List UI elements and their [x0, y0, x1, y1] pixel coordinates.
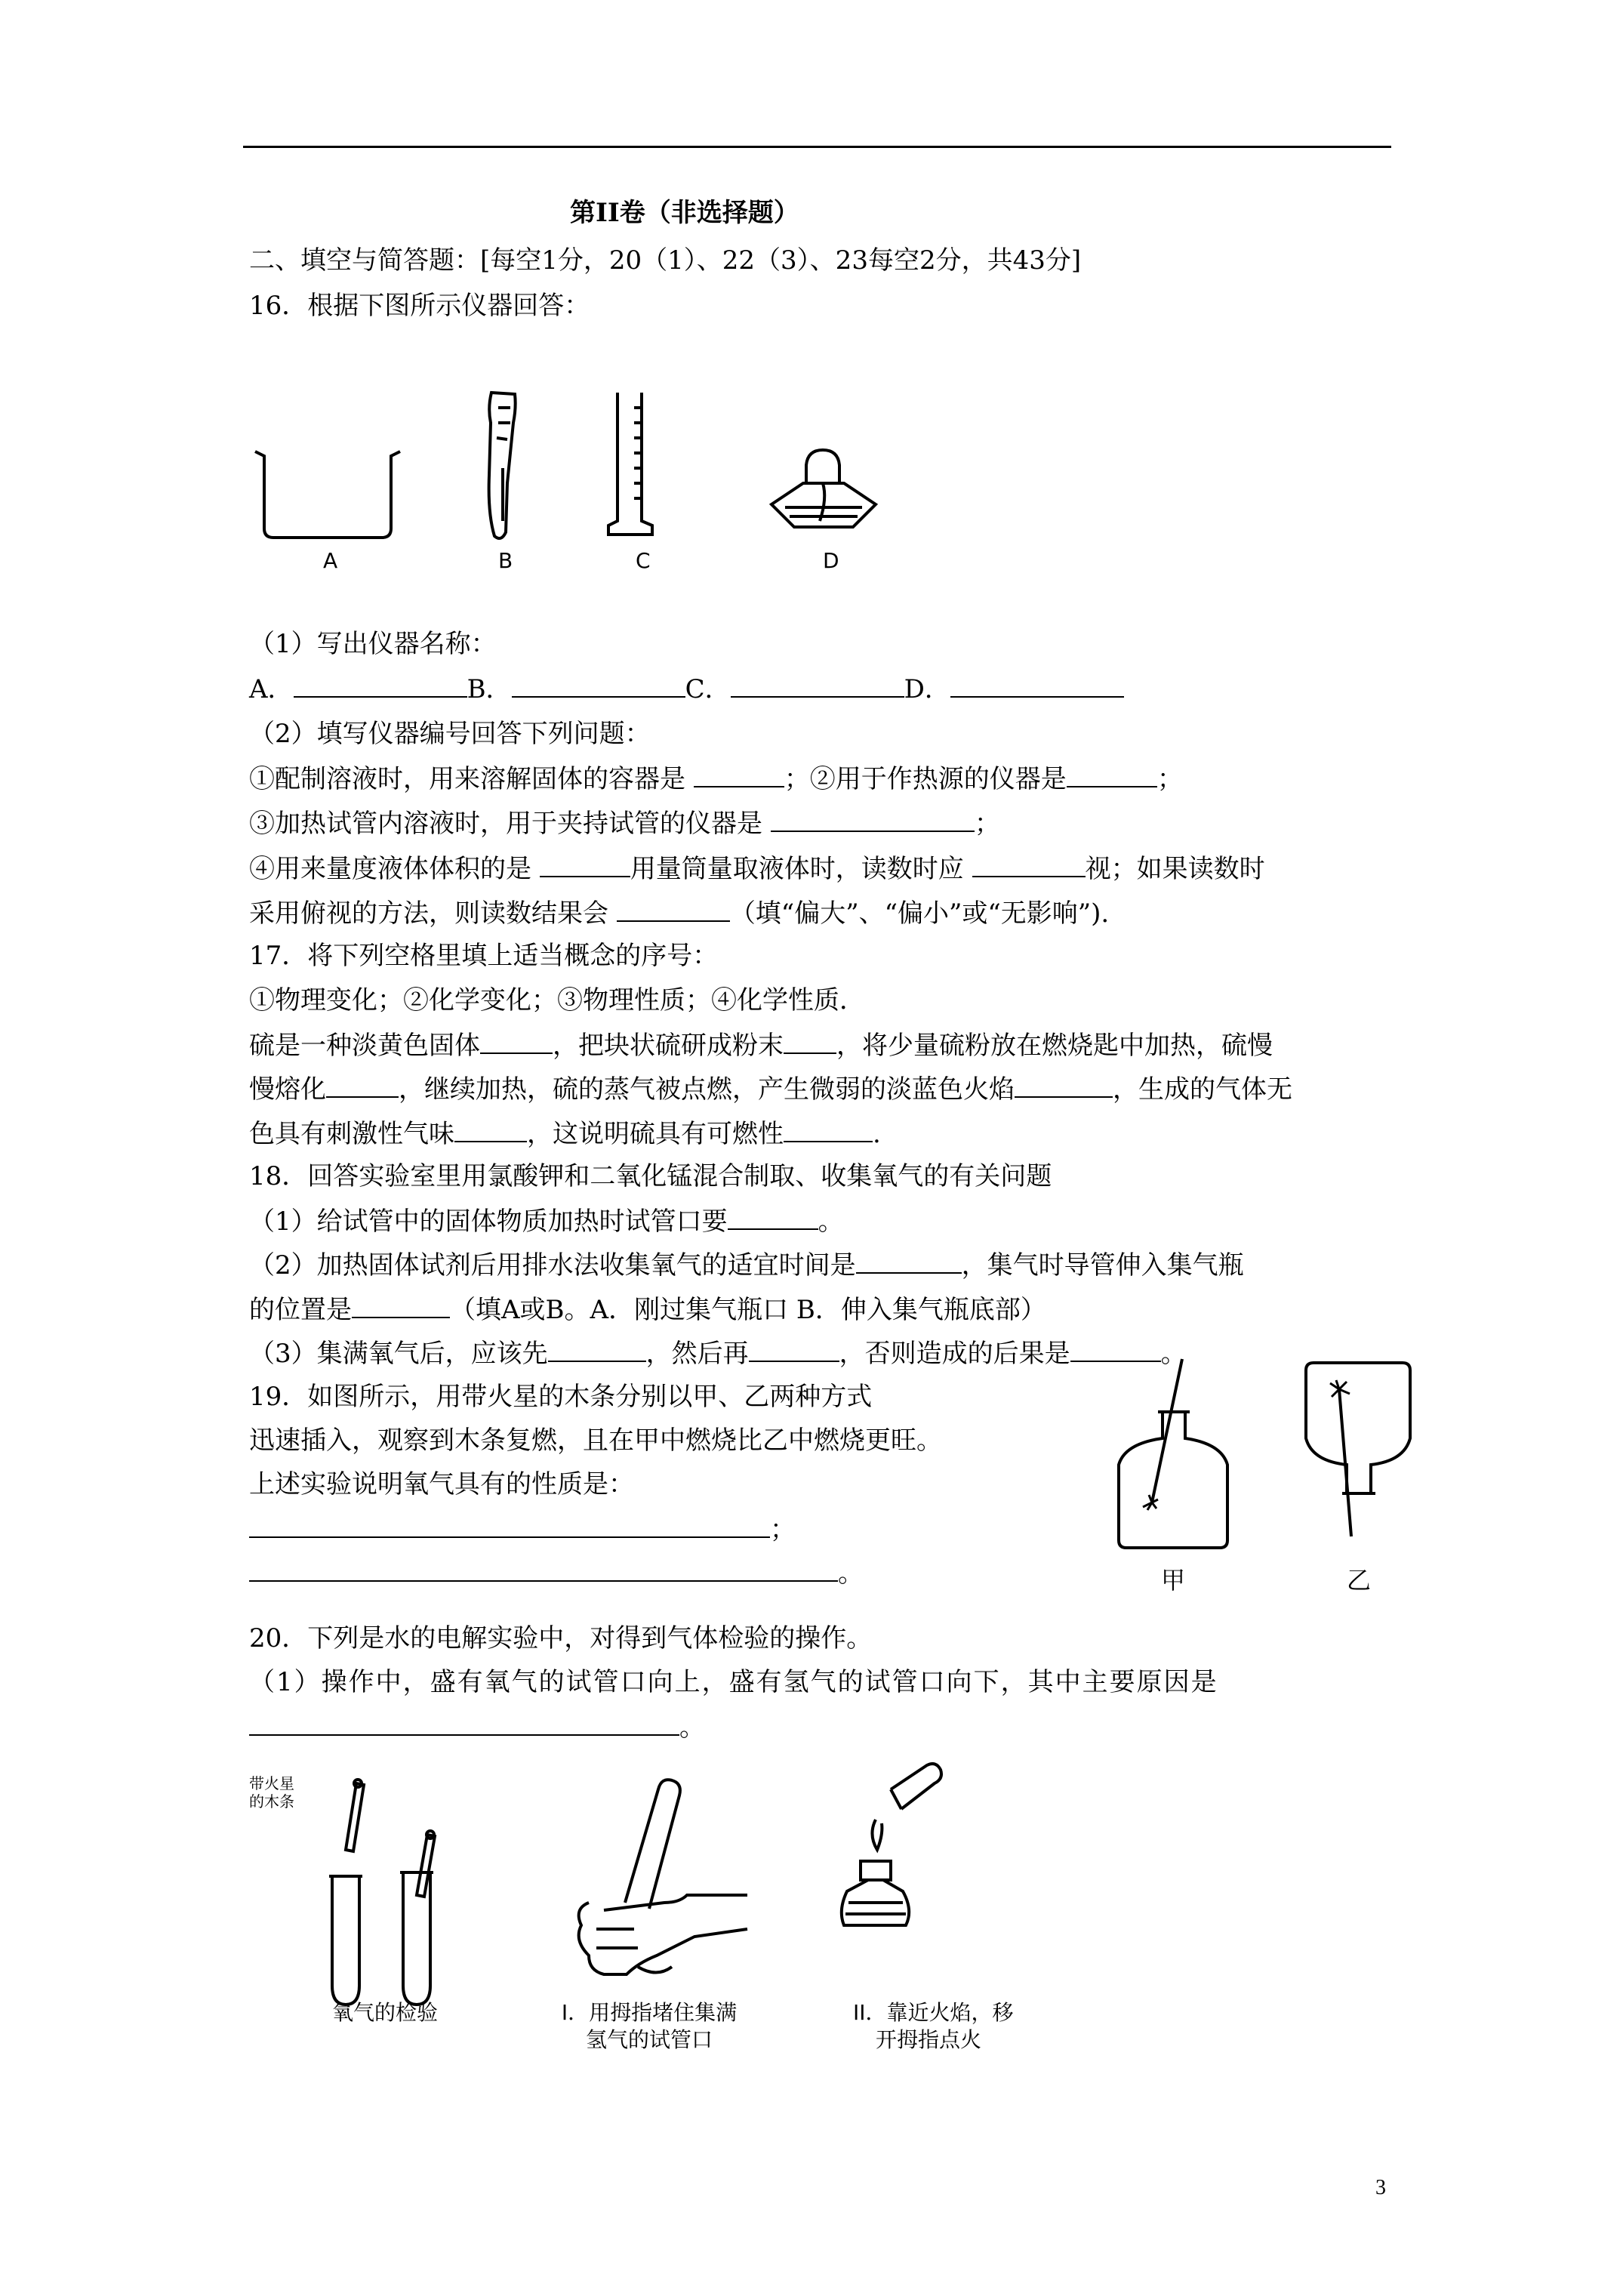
q16-d-label: D．	[904, 674, 950, 704]
q16-a-label: A．	[249, 674, 294, 704]
label-c: C	[636, 548, 651, 573]
q19-l1: 19．如图所示，用带火星的木条分别以甲、乙两种方式	[249, 1382, 873, 1412]
label-b: B	[498, 548, 513, 573]
q18-s1b: 。	[818, 1207, 844, 1237]
q18-s1a: （1）给试管中的固体物质加热时试管口要	[249, 1207, 728, 1237]
q17-p3c: .	[873, 1119, 881, 1149]
label-a: A	[323, 548, 338, 573]
q18-title: 18．回答实验室里用氯酸钾和二氧化锰混合制取、收集氧气的有关问题	[249, 1161, 1052, 1191]
q17-p1b: ，把块状硫研成粉末	[553, 1031, 784, 1061]
q18-s2a: （2）加热固体试剂后用排水法收集氧气的适宜时间是	[249, 1250, 856, 1281]
page-number: 3	[1375, 2176, 1386, 2199]
q17-p1a: 硫是一种淡黄色固体	[249, 1031, 480, 1061]
tube-flame-lamp-icon	[842, 1764, 941, 1925]
oxygen-test-tubes-icon	[329, 1780, 435, 2005]
q16-l4a: 采用俯视的方法，则读数结果会	[249, 898, 608, 929]
label-jia: 甲	[1160, 1566, 1185, 1595]
section-header: 二、填空与简答题：[每空1分，20（1）、22（3）、23每空2分，共43分]	[249, 245, 1082, 276]
q16-l1b: ；②用于作热源的仪器是	[784, 764, 1067, 794]
label-yi: 乙	[1346, 1566, 1371, 1595]
q18-s2c-b: （填A或B。A．刚过集气瓶口 B．伸入集气瓶底部）	[450, 1295, 1046, 1325]
q17-p3a: 色具有刺激性气味	[249, 1119, 454, 1149]
cap-ii-line2: 开拇指点火	[876, 2027, 982, 2052]
q20-sub1: （1）操作中，盛有氧气的试管口向上，盛有氢气的试管口向下，其中主要原因是	[249, 1667, 1218, 1697]
q16-l1a: ①配制溶液时，用来溶解固体的容器是	[249, 764, 685, 794]
q16-b-label: B．	[467, 674, 512, 704]
q16-c-label: C．	[685, 674, 731, 704]
q18-s3a: （3）集满氧气后，应该先	[249, 1339, 548, 1369]
cap-i-line1: I．用拇指堵住集满	[561, 2000, 738, 2025]
q16-l2b: ；	[974, 809, 1000, 839]
q16-l1c: ；	[1156, 764, 1183, 794]
q18-s3b: ，然后再	[645, 1339, 749, 1369]
q19-l2: 迅速插入，观察到木条复燃，且在甲中燃烧比乙中燃烧更旺。	[249, 1425, 942, 1456]
q17-p2a: 慢熔化	[249, 1074, 326, 1105]
q19-l3: 上述实验说明氧气具有的性质是：	[249, 1469, 634, 1499]
q16-l3c: 视；如果读数时	[1085, 854, 1265, 884]
q16-sub2: （2）填写仪器编号回答下列问题：	[249, 719, 651, 749]
q20-end: 。	[679, 1712, 705, 1743]
q17-p2c: ，生成的气体无	[1113, 1074, 1292, 1105]
stick-label-line1: 带火星	[249, 1774, 294, 1792]
cap-oxygen-test: 氧气的检验	[331, 2000, 438, 2025]
q17-title: 17．将下列空格里填上适当概念的序号：	[249, 941, 719, 971]
q16-l3a: ④用来量度液体体积的是	[249, 854, 531, 884]
cap-i	[544, 1999, 755, 2054]
q18-s2c-a: 的位置是	[249, 1295, 352, 1325]
cap-ii	[853, 1999, 1034, 2054]
section-title: 第II卷（非选择题）	[570, 198, 799, 228]
q17-options: ①物理变化；②化学变化；③物理性质；④化学性质．	[249, 985, 865, 1015]
q19-end1: ；	[770, 1515, 796, 1545]
q18-s2b: ，集气时导管伸入集气瓶	[961, 1250, 1244, 1281]
q16-l2a: ③加热试管内溶液时，用于夹持试管的仪器是	[249, 809, 762, 839]
q20-title: 20．下列是水的电解实验中，对得到气体检验的操作。	[249, 1623, 873, 1653]
label-d: D	[823, 548, 839, 573]
q17-p3b: ，这说明硫具有可燃性	[527, 1119, 784, 1149]
q18-s3d: 。	[1160, 1339, 1187, 1369]
q16-l3b: 用量筒量取液体时，读数时应	[630, 854, 964, 884]
q17-p1c: ，将少量硫粉放在燃烧匙中加热，硫慢	[836, 1031, 1273, 1061]
stick-label-line2: 的木条	[249, 1792, 294, 1811]
q16-l4b: （填“偏大”、“偏小”或“无影响”).	[729, 898, 1110, 929]
hand-test-tube-icon	[579, 1780, 747, 1974]
q16-title: 16．根据下图所示仪器回答：	[249, 291, 590, 321]
cap-i-line2: 氢气的试管口	[585, 2027, 713, 2052]
cap-ii-line1: II．靠近火焰，移	[853, 2000, 1014, 2025]
q16-sub1: （1）写出仪器名称：	[249, 629, 497, 659]
q19-end2: 。	[838, 1558, 864, 1589]
q17-p2b: ，继续加热，硫的蒸气被点燃，产生微弱的淡蓝色火焰	[399, 1074, 1015, 1105]
q18-s3c: ，否则造成的后果是	[839, 1339, 1070, 1369]
